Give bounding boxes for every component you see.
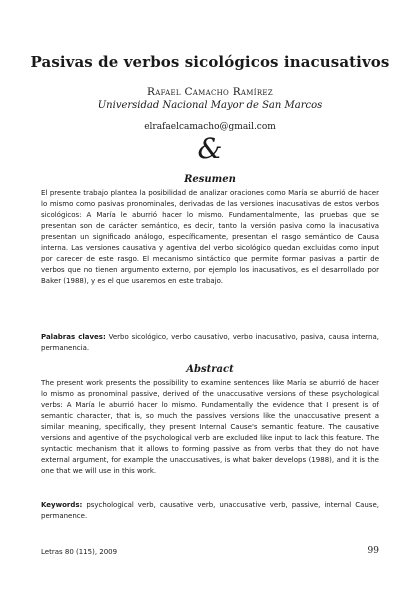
author-affiliation: Universidad Nacional Mayor de San Marcos: [97, 100, 323, 111]
author-email: elrafaelcamacho@gmail.com: [144, 122, 276, 132]
resumen-text: El presente trabajo plantea la posibilidad de analizar oraciones como María se aburrió de hacer lo mismo como pasivas pronominales, derivadas de las versiones inacusativas de estos verbos sicológicos: A María le aburrió hacer lo mismo. Fundamentalmente, las pruebas que se presentan son de carácter semántico, es decir, tanto la versión pasiva como la inacusativa presentan un significado análogo, específicamente, presentan el rasgo semántico de Causa interna. Las versiones causativa y agentiva del verbo sicológico quedan excluidas como input por carecer de este rasgo. El mecanismo sintáctico que permite formar pasivas a partir de verbos que no tienen argumento externo, por ejemplo los inacusativos, es el desarrollado por Baker (1988), y es el que usaremos en este trabajo.: [41, 189, 379, 285]
resumen-keywords-text: Verbo sicológico, verbo causativo, verbo inacusativo, pasiva, causa interna, permanencia.: [41, 333, 379, 352]
ampersand-ornament: &: [197, 132, 223, 165]
abstract-heading: Abstract: [186, 364, 234, 375]
abstract-keywords-label: Keywords:: [41, 501, 83, 509]
page-number: 99: [367, 546, 379, 556]
journal-citation: Letras 80 (115), 2009: [41, 548, 118, 556]
resumen-heading: Resumen: [184, 174, 236, 185]
author-name: Rafael Camacho Ramírez: [147, 86, 273, 98]
resumen-keywords: [41, 332, 379, 354]
abstract-text: The present work presents the possibility to examine sentences like María se aburrió de hacer lo mismo as pronominal passive, derived of the unaccusative versions of these psychological verbs: A María le aburrió hacer lo mismo. Fundamentally the evidence that I present is of semantic character, that is, so much the passives versions like the unaccusative present a similar meaning, specifically, they present Internal Cause's semantic feature. The causative versions and agentive of the psychological verb are excluded like input to lack this feature. The syntactic mechanism that it allows to forming passive as from verbs that they do not have external argument, for example the unaccusatives, is what baker develops (1988), and it is the one that we will use in this work.: [41, 379, 379, 475]
resumen-keywords-label: Palabras claves:: [41, 333, 106, 341]
paper-title: Pasivas de verbos sicológicos inacusativos: [30, 53, 390, 71]
abstract-keywords-text: psychological verb, causative verb, unaccusative verb, passive, internal Cause, permanence.: [41, 501, 379, 520]
abstract-keywords: [41, 500, 379, 522]
